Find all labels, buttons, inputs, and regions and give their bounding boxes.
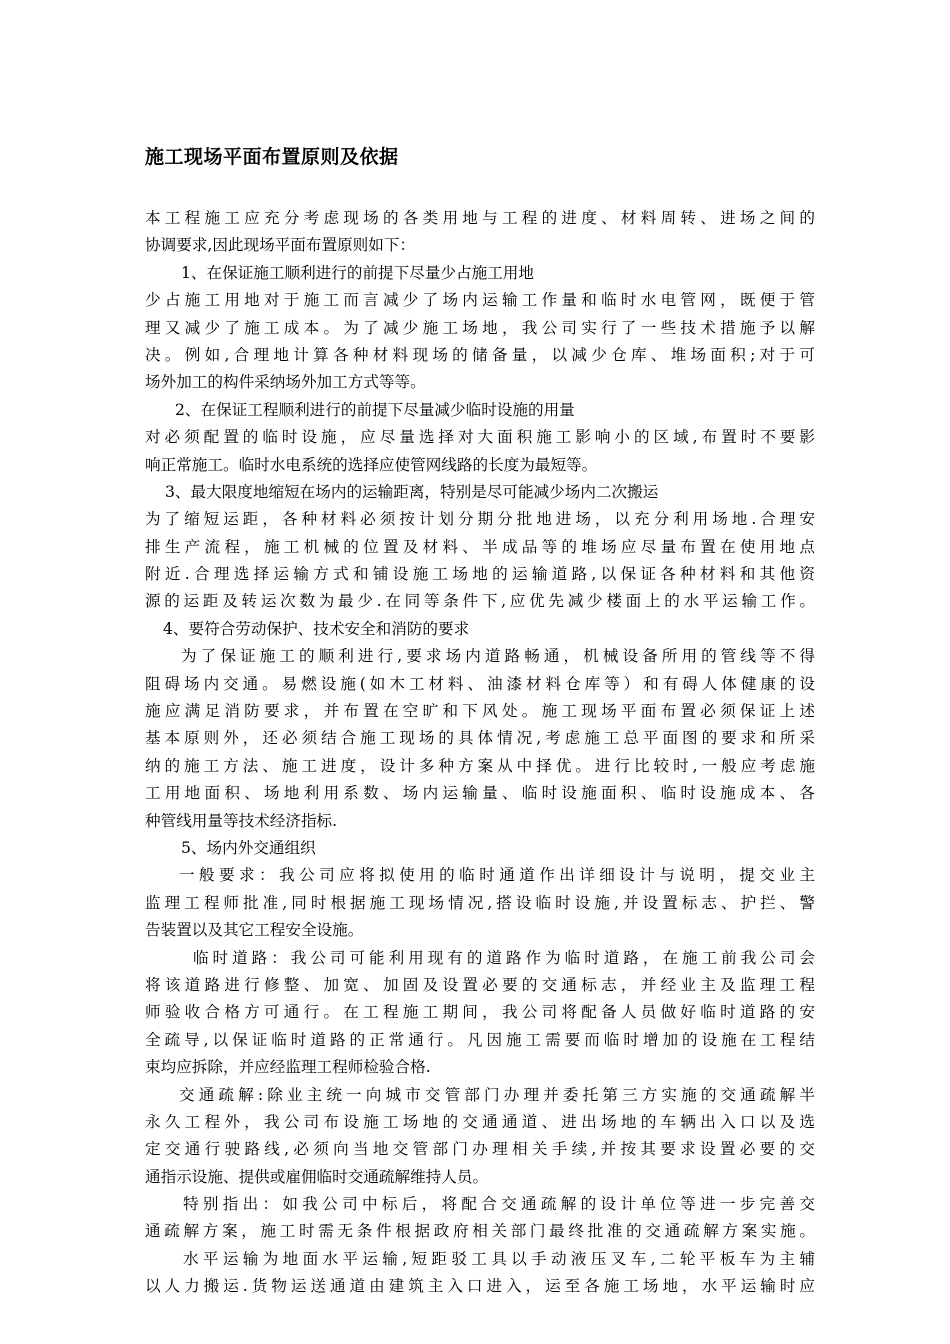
paragraph-line: 本工程施工应充分考虑现场的各类用地与工程的进度、材料周转、进场之间的 <box>145 209 815 227</box>
paragraph-line: 少占施工用地对于施工而言减少了场内运输工作量和临时水电管网，既便于管 <box>145 291 815 310</box>
paragraph-line: 通疏解方案，施工时需无条件根据政府相关部门最终批准的交通疏解方案实施。 <box>145 1222 815 1241</box>
paragraph-line: 一般要求：我公司应将拟使用的临时通道作出详细设计与说明，提交业主 <box>179 866 815 885</box>
paragraph-line: 束均应拆除，并应经监理工程师检验合格. <box>145 1058 431 1077</box>
paragraph-line: 以人力搬运.货物运送通道由建筑主入口进入，运至各施工场地，水平运输时应 <box>145 1277 815 1296</box>
paragraph-line: 纳的施工方法、施工进度，设计多种方案从中择优。进行比较时,一般应考虑施 <box>145 756 815 775</box>
paragraph-line: 基本原则外，还必须结合施工现场的具体情况,考虑施工总平面图的要求和所采 <box>145 729 815 748</box>
paragraph-line: 特别指出：如我公司中标后，将配合交通疏解的设计单位等进一步完善交 <box>183 1195 815 1214</box>
paragraph-line: 师验收合格方可通行。在工程施工期间，我公司将配备人员做好临时道路的安 <box>145 1003 815 1022</box>
section-heading: 1、在保证施工顺利进行的前提下尽量少占施工用地 <box>181 263 534 282</box>
paragraph-line: 临时道路：我公司可能利用现有的道路作为临时道路，在施工前我公司会 <box>193 948 815 967</box>
section-heading: 5、场内外交通组织 <box>181 838 316 857</box>
paragraph-line: 全疏导,以保证临时道路的正常通行。凡因施工需要而临时增加的设施在工程结 <box>145 1030 815 1049</box>
paragraph-line: 为了保证施工的顺利进行,要求场内道路畅通，机械设备所用的管线等不得 <box>181 647 815 666</box>
document-body <box>145 205 815 1301</box>
paragraph-line: 阻碍场内交通。易燃设施(如木工材料、油漆材料仓库等）和有碍人体健康的设 <box>145 674 815 693</box>
paragraph-line: 工用地面积、场地利用系数、场内运输量、临时设施面积、临时设施成本、各 <box>145 784 815 803</box>
paragraph-line: 决。例如,合理地计算各种材料现场的储备量，以减少仓库、堆场面积;对于可 <box>145 345 815 364</box>
section-heading: 2、在保证工程顺利进行的前提下尽量减少临时设施的用量 <box>175 400 575 419</box>
paragraph-line: 水平运输为地面水平运输,短距驳工具以手动液压叉车,二轮平板车为主辅 <box>183 1249 815 1268</box>
paragraph-line: 将该道路进行修整、加宽、加固及设置必要的交通标志，并经业主及监理工程 <box>145 975 815 994</box>
section-heading: 4、要符合劳动保护、技术安全和消防的要求 <box>163 619 470 638</box>
paragraph-line: 场外加工的构件采纳场外加工方式等等。 <box>145 373 426 392</box>
paragraph-line: 施应满足消防要求，并布置在空旷和下风处。施工现场平面布置必须保证上述 <box>145 702 815 721</box>
paragraph-line: 附近.合理选择运输方式和铺设施工场地的运输道路,以保证各种材料和其他资 <box>145 565 815 584</box>
paragraph-line: 对必须配置的临时设施，应尽量选择对大面积施工影响小的区域,布置时不要影 <box>145 428 815 447</box>
paragraph-line: 告装置以及其它工程安全设施。 <box>145 921 364 940</box>
paragraph-line: 永久工程外，我公司布设施工场地的交通通道、进出场地的车辆出入口以及选 <box>145 1112 815 1131</box>
paragraph-line: 交通疏解:除业主统一向城市交管部门办理并委托第三方实施的交通疏解半 <box>179 1085 815 1104</box>
paragraph-line: 协调要求,因此现场平面布置原则如下： <box>145 236 416 255</box>
section-heading: 3、最大限度地缩短在场内的运输距离，特别是尽可能减少场内二次搬运 <box>165 482 659 501</box>
paragraph-line: 源的运距及转运次数为最少.在同等条件下,应优先减少楼面上的水平运输工作。 <box>145 592 815 611</box>
paragraph-line: 通指示设施、提供或雇佣临时交通疏解维持人员。 <box>145 1167 489 1186</box>
paragraph-line: 种管线用量等技术经济指标. <box>145 811 338 830</box>
paragraph-line: 理又减少了施工成本。为了减少施工场地，我公司实行了一些技术措施予以解 <box>145 318 815 337</box>
paragraph-line: 监理工程师批准,同时根据施工现场情况,搭设临时设施,并设置标志、护拦、警 <box>145 893 815 912</box>
paragraph-line: 排生产流程，施工机械的位置及材料、半成品等的堆场应尽量布置在使用地点 <box>145 537 815 556</box>
paragraph-line: 定交通行驶路线,必须向当地交管部门办理相关手续,并按其要求设置必要的交 <box>145 1140 815 1159</box>
paragraph-line: 响正常施工。临时水电系统的选择应使管网线路的长度为最短等。 <box>145 455 598 474</box>
paragraph-line: 为了缩短运距，各种材料必须按计划分期分批地进场，以充分利用场地.合理安 <box>145 510 815 529</box>
page-title: 施工现场平面布置原则及依据 <box>145 146 399 168</box>
